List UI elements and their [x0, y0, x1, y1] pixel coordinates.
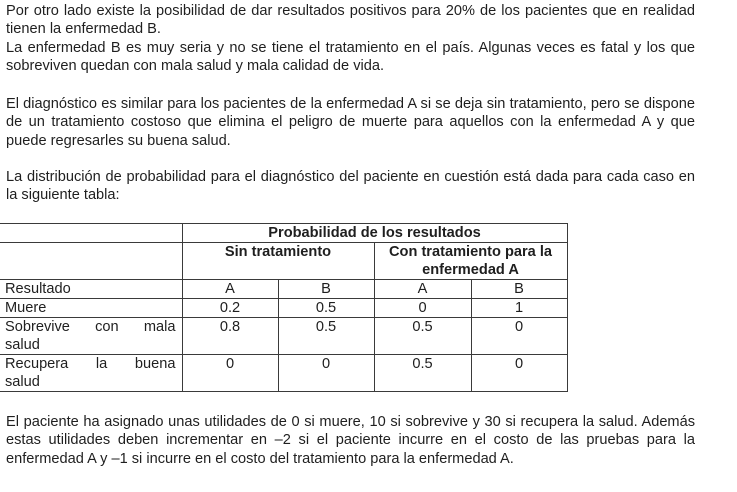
paragraph-distribution: La distribución de probabilidad para el diagnóstico del paciente en cuestión está dada para cada caso en la siguiente tabla: [6, 169, 695, 204]
table-cell: 0 [182, 355, 278, 392]
table-corner-cell [0, 243, 182, 262]
table-cell: 1 [471, 299, 567, 318]
column-header-b: B [471, 280, 567, 299]
table-cell: 0 [278, 355, 374, 392]
column-header-a: A [374, 280, 471, 299]
row-label-word: salud [5, 374, 40, 390]
row-label-word: salud [5, 337, 40, 353]
paragraph-text: Por otro lado existe la posibilidad de dar resultados positivos para 20% de los pacientes que en realidad tienen la enfermedad B. [6, 3, 695, 38]
table-corner-cell [0, 224, 182, 243]
table-cell: 0.5 [374, 355, 471, 392]
table-row [0, 355, 567, 392]
row-label-word: la [95, 356, 108, 372]
group-header-with-treatment: Con tratamiento para la enfermedad A [374, 243, 567, 280]
table-cell: 0 [374, 299, 471, 318]
table-cell: 0.2 [182, 299, 278, 318]
row-label: Muere [0, 299, 182, 318]
table-cell: 0.8 [182, 318, 278, 355]
group-header-without-treatment: Sin tratamiento [182, 243, 374, 280]
row-label-word: buena [134, 356, 176, 372]
probability-table [0, 223, 568, 392]
table-corner-cell [0, 261, 182, 280]
paragraph-utilities: El paciente ha asignado unas utilidades de 0 si muere, 10 si sobrevive y 30 si recupera la salud. Además estas utilidades deben incrementar en –2 si el paciente incurre en el costo de las pruebas para la enfermedad A y –1 si incurre en el costo del tratamiento para la enfermedad A. [6, 414, 695, 467]
paragraph-text: La enfermedad B es muy seria y no se tiene el tratamiento en el país. Algunas veces es fatal y los que sobreviven quedan con mala salud y mala calidad de vida. [6, 39, 695, 74]
table-title: Probabilidad de los resultados [182, 224, 567, 243]
row-label [0, 355, 182, 392]
table-row [0, 318, 567, 355]
table-cell: 0.5 [374, 318, 471, 355]
column-header-a: A [182, 280, 278, 299]
table-cell: 0 [471, 355, 567, 392]
row-label [0, 318, 182, 355]
row-label-word: con [95, 319, 119, 335]
row-header: Resultado [0, 280, 182, 299]
row-label-word: Recupera [5, 356, 69, 372]
table-cell: 0 [471, 318, 567, 355]
table-row [0, 299, 567, 318]
table-cell: 0.5 [278, 318, 374, 355]
row-label-word: Sobrevive [5, 319, 70, 335]
paragraph-false-positive [6, 2, 695, 75]
table-cell: 0.5 [278, 299, 374, 318]
column-header-b: B [278, 280, 374, 299]
paragraph-diagnosis: El diagnóstico es similar para los pacientes de la enfermedad A si se deja sin tratamiento, pero se dispone de un tratamiento costoso que elimina el peligro de muerte para aquellos con la enfermedad A y que puede regresarles su buena salud. [6, 96, 695, 149]
row-label-word: mala [143, 319, 176, 335]
